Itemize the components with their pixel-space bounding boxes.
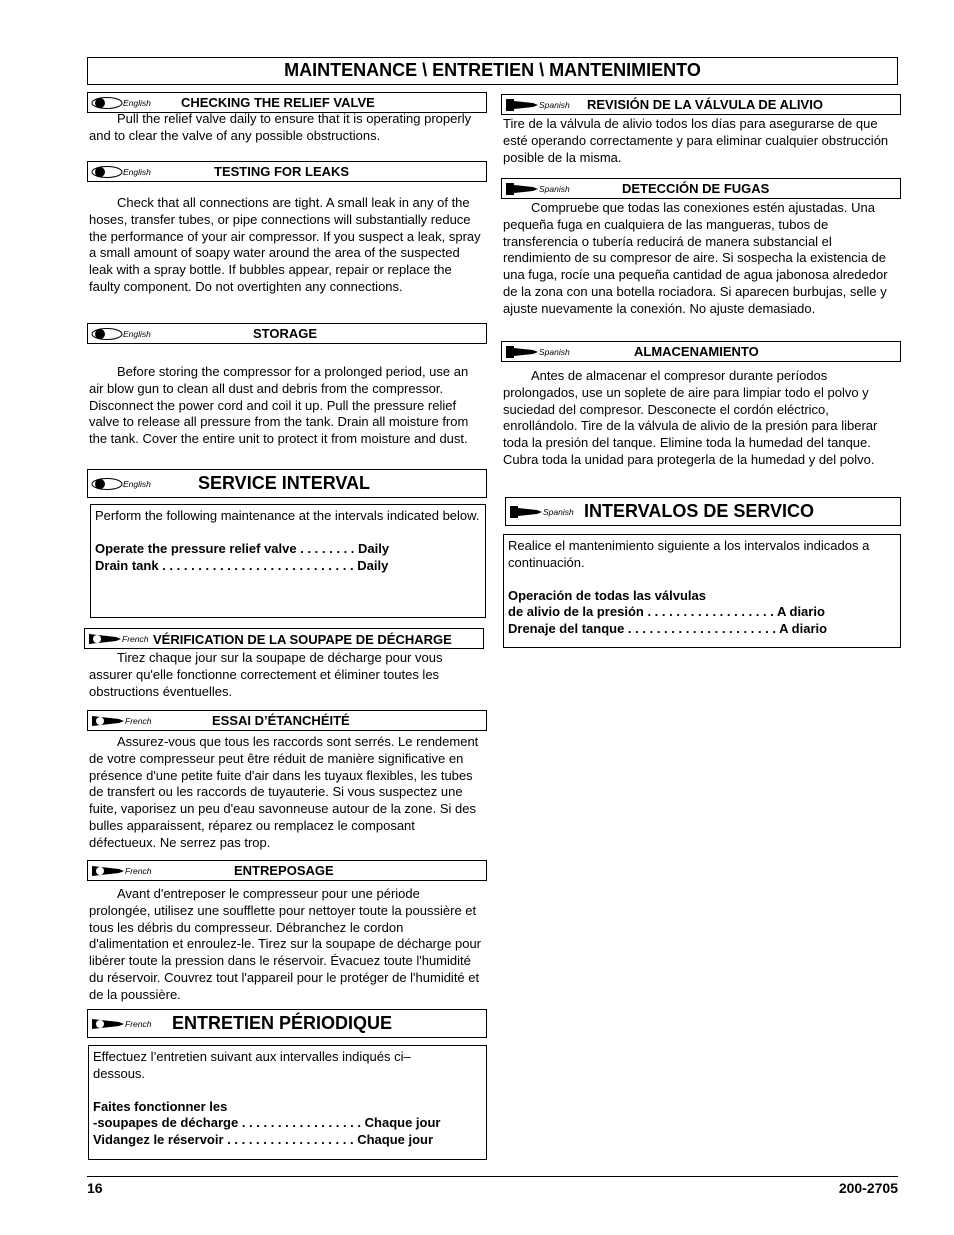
service-row: Operación de todas las válvulas <box>508 587 706 603</box>
relief-text-fr: Tirez chaque jour sur la soupape de décharge pour vous assurer qu'elle fonctionne correctement et éliminer toutes les obstructions éventuelles. <box>89 650 443 699</box>
english-language-tag: English <box>91 327 151 341</box>
french-language-tag: French <box>91 1017 151 1031</box>
section-title: ALMACENAMIENTO <box>634 344 759 359</box>
service-interval-box-fr <box>88 1045 487 1160</box>
spanish-language-tag: Spanish <box>505 182 565 196</box>
page-number: 16 <box>87 1180 103 1196</box>
section-header-leaks-es <box>501 178 901 199</box>
section-title: ESSAI D’ÉTANCHÉITÉ <box>212 713 350 728</box>
leaks-text-fr: Assurez-vous que tous les raccords sont serrés. Le rendement de votre compresseur peut être réduit de manière significative en présence d'une petite fuite d'air dans les tuyaux flexibles, les tubes de transfert ou les raccords de tuyauterie. Si vous suspectez une fuite, vaporisez un peu d'eau savonneuse autour de la zone. Si des bulles apparaissent, réparez ou remplacez le composant défectueux. Ne serrez pas trop. <box>89 734 479 850</box>
section-header-relief-es <box>501 94 901 115</box>
french-language-tag: French <box>91 864 151 878</box>
pointer-icon <box>91 96 123 110</box>
section-header-storage-en <box>87 323 487 344</box>
relief-text-es: Tire de la válvula de alivio todos los días para asegurarse de que esté operando correctamente y para eliminar cualquier obstrucción posible de la misma. <box>503 116 889 165</box>
pointer-icon <box>91 165 123 179</box>
service-row: Faites fonctionner les <box>93 1098 228 1114</box>
section-header-relief-en <box>87 92 487 113</box>
footer-rule <box>87 1176 898 1177</box>
section-title: ENTRETIEN PÉRIODIQUE <box>172 1013 393 1033</box>
section-header-leaks-fr <box>87 710 487 731</box>
service-row: Drain tank . . . . . . . . . . . . . . . . . . . . . . . . . . . Daily <box>95 557 389 573</box>
section-title: REVISIÓN DE LA VÁLVULA DE ALIVIO <box>587 97 823 112</box>
pointer-icon <box>509 505 543 519</box>
spanish-language-tag: Spanish <box>509 505 569 519</box>
section-title: INTERVALOS DE SERVICO <box>584 501 815 521</box>
pointer-icon <box>505 98 539 112</box>
service-row: Drenaje del tanque . . . . . . . . . . . . . . . . . . . . . A diario <box>508 621 828 637</box>
pointer-icon <box>91 714 125 728</box>
service-row: Operate the pressure relief valve . . . . . . . . Daily <box>95 540 390 556</box>
service-intro: Realice el mantenimiento siguiente a los intervalos indicados a continuación. <box>508 538 870 570</box>
pointer-icon <box>91 864 125 878</box>
pointer-icon <box>91 1017 125 1031</box>
section-header-relief-fr <box>84 628 484 649</box>
section-title: SERVICE INTERVAL <box>198 473 371 493</box>
pointer-icon <box>505 345 539 359</box>
service-row: de alivio de la presión . . . . . . . . . . . . . . . . . . A diario <box>508 604 825 620</box>
french-language-tag: French <box>88 632 148 646</box>
section-title: DETECCIÓN DE FUGAS <box>622 181 770 196</box>
service-row: Vidangez le réservoir . . . . . . . . . . . . . . . . . . Chaque jour <box>93 1132 434 1148</box>
leaks-text-es: Compruebe que todas las conexiones estén ajustadas. Una pequeña fuga en cualquiera de las mangueras, tubos de transferencia o tubería reducirá de manera substancial el rendimiento de su compresor de aire. Si sospecha la existencia de una fuga, rocíe una pequeña cantidad de agua jabonosa alrededor de la zona con una botella rociadora. Si aparecen burbujas, selle y ajuste nuevamente la conexión. No ajuste demasiado. <box>503 200 888 316</box>
section-title: ENTREPOSAGE <box>234 863 334 878</box>
section-header-leaks-en <box>87 161 487 182</box>
document-number: 200-2705 <box>838 1180 898 1196</box>
section-title: VÉRIFICATION DE LA SOUPAPE DE DÉCHARGE <box>153 632 452 647</box>
section-header-storage-fr <box>87 860 487 881</box>
pointer-icon <box>91 477 123 491</box>
section-title: CHECKING THE RELIEF VALVE <box>181 95 375 110</box>
english-language-tag: English <box>91 165 151 179</box>
pointer-icon <box>88 632 122 646</box>
service-interval-box-es <box>503 534 901 648</box>
storage-text-en: Before storing the compressor for a prolonged period, use an air blow gun to clean all dust and debris from the compressor. Disconnect the power cord and coil it up. Pull the pressure relief valve to release all pressure from the tank. Drain all moisture from the tank. Cover the entire unit to protect it from moisture and dust. <box>89 364 469 447</box>
service-row: -soupapes de décharge . . . . . . . . . . . . . . . . . Chaque jour <box>93 1115 441 1131</box>
spanish-language-tag: Spanish <box>505 98 565 112</box>
service-intro: Effectuez l’entretien suivant aux intervalles indiqués ci–dessous. <box>93 1049 411 1081</box>
section-header-service-fr <box>87 1009 487 1038</box>
section-header-storage-es <box>501 341 901 362</box>
leaks-text-en: Check that all connections are tight. A small leak in any of the hoses, transfer tubes, or pipe connections will substantially reduce the performance of your air compressor. If you suspect a leak, spray a small amount of soapy water around the area of the suspected leak with a spray bottle. If bubbles appear, repair or replace the faulty component. Do not overtighten any connections. <box>89 195 481 294</box>
section-title: STORAGE <box>253 326 318 341</box>
service-interval-box-en <box>90 504 486 618</box>
storage-text-es: Antes de almacenar el compresor durante períodos prolongados, use un soplete de aire para limpiar todo el polvo y suciedad del compresor. Desconecte el cordón eléctrico, enrollándolo. Tire de la válvula de alivio de la presión para liberar toda la presión del tanque. Elimine toda la humedad del tanque. Cubra toda la unidad para protegerla de la humedad y del polvo. <box>503 368 878 467</box>
storage-text-fr: Avant d'entreposer le compresseur pour une période prolongée, utilisez une soufflette pour nettoyer toute la poussière et tous les débris du compresseur. Débranchez le cordon d'alimentation et enroulez-le. Tirez sur la soupape de décharge pour libérer toute la pression dans le réservoir. Évacuez toute l'humidité du réservoir. Couvrez tout l'appareil pour le protéger de l'humidité et de la poussière. <box>89 886 481 1002</box>
section-header-service-en <box>87 469 487 498</box>
relief-text-en: Pull the relief valve daily to ensure that it is operating properly and to clear the valve of any possible obstructions. <box>89 111 472 143</box>
english-language-tag: English <box>91 477 151 491</box>
french-language-tag: French <box>91 714 151 728</box>
section-title: TESTING FOR LEAKS <box>214 164 350 179</box>
page-title: MAINTENANCE \ ENTRETIEN \ MANTENIMIENTO <box>87 57 898 85</box>
pointer-icon <box>505 182 539 196</box>
spanish-language-tag: Spanish <box>505 345 565 359</box>
section-header-service-es <box>505 497 901 526</box>
service-intro: Perform the following maintenance at the intervals indicated below. <box>95 508 480 523</box>
english-language-tag: English <box>91 96 151 110</box>
pointer-icon <box>91 327 123 341</box>
